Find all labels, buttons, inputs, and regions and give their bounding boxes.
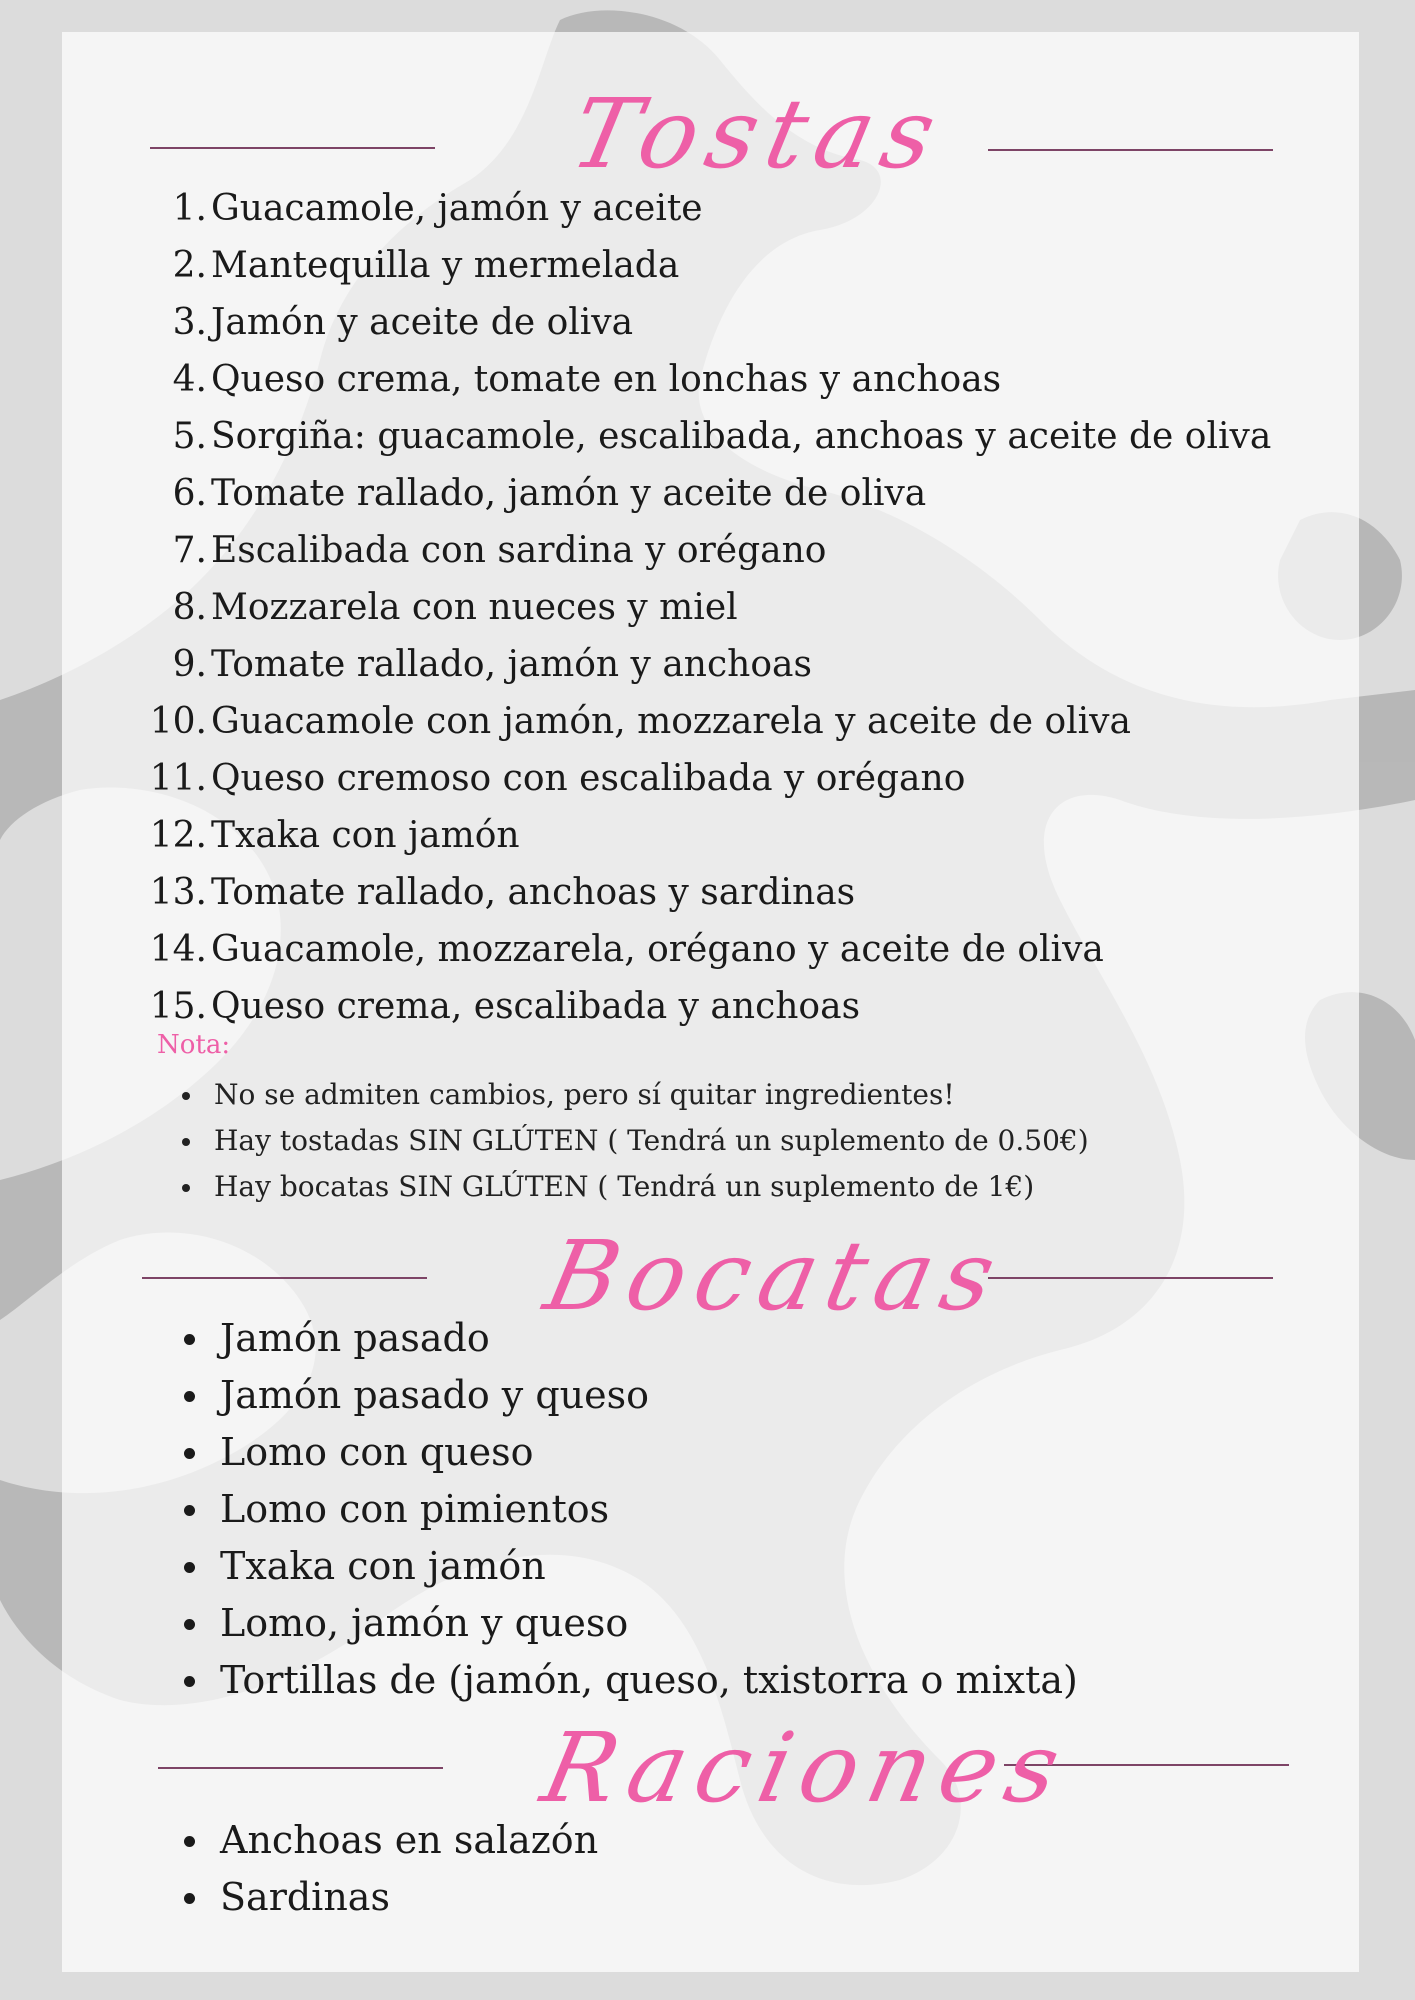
list-item: 14. Guacamole, mozzarela, orégano y aceite de oliva [149, 929, 1104, 970]
list-item: 15. Queso crema, escalibada y anchoas [149, 986, 861, 1027]
list-item: Txaka con jamón [180, 1538, 1078, 1595]
note-item: No se admiten cambios, pero sí quitar ingredientes! [178, 1072, 1089, 1118]
list-item: 10. Guacamole con jamón, mozzarela y aceite de oliva [149, 701, 1131, 742]
nota-list [178, 1072, 1089, 1210]
divider-line [142, 1277, 427, 1279]
list-item: Jamón pasado [180, 1310, 1078, 1367]
note-item: Hay bocatas SIN GLÚTEN ( Tendrá un suplemento de 1€) [178, 1164, 1089, 1210]
list-item: 7. Escalibada con sardina y orégano [172, 530, 827, 571]
divider-line [988, 149, 1273, 151]
raciones-heading: Raciones [533, 1712, 1079, 1824]
list-item: 1. Guacamole, jamón y aceite [172, 188, 703, 229]
raciones-list [180, 1812, 598, 1926]
list-item: Lomo con queso [180, 1424, 1078, 1481]
list-item: 8. Mozzarela con nueces y miel [172, 587, 738, 628]
list-item: Tortillas de (jamón, queso, txistorra o mixta) [180, 1652, 1078, 1709]
divider-line [988, 1277, 1273, 1279]
tostas-list [61, 180, 1271, 1035]
list-item: Lomo, jamón y queso [180, 1595, 1078, 1652]
list-item: 9. Tomate rallado, jamón y anchoas [172, 644, 812, 685]
list-item: 6. Tomate rallado, jamón y aceite de oliva [172, 473, 927, 514]
list-item: 12. Txaka con jamón [149, 815, 520, 856]
tostas-heading: Tostas [562, 78, 955, 190]
nota-label: Nota: [157, 1030, 231, 1060]
list-item: 5. Sorgiña: guacamole, escalibada, anchoas y aceite de oliva [172, 416, 1272, 457]
list-item: 2. Mantequilla y mermelada [172, 245, 680, 286]
list-item: Lomo con pimientos [180, 1481, 1078, 1538]
divider-line [150, 147, 435, 149]
list-item: 4. Queso crema, tomate en lonchas y anchoas [172, 359, 1002, 400]
note-item: Hay tostadas SIN GLÚTEN ( Tendrá un suplemento de 0.50€) [178, 1118, 1089, 1164]
divider-line [158, 1767, 443, 1769]
list-item: Jamón pasado y queso [180, 1367, 1078, 1424]
list-item: 13. Tomate rallado, anchoas y sardinas [149, 872, 856, 913]
bocatas-list [180, 1310, 1078, 1709]
list-item: 11. Queso cremoso con escalibada y orégano [149, 758, 966, 799]
list-item: 3. Jamón y aceite de oliva [172, 302, 634, 343]
bocatas-heading: Bocatas [536, 1220, 1015, 1332]
list-item: Sardinas [180, 1869, 598, 1926]
list-item: Anchoas en salazón [180, 1812, 598, 1869]
